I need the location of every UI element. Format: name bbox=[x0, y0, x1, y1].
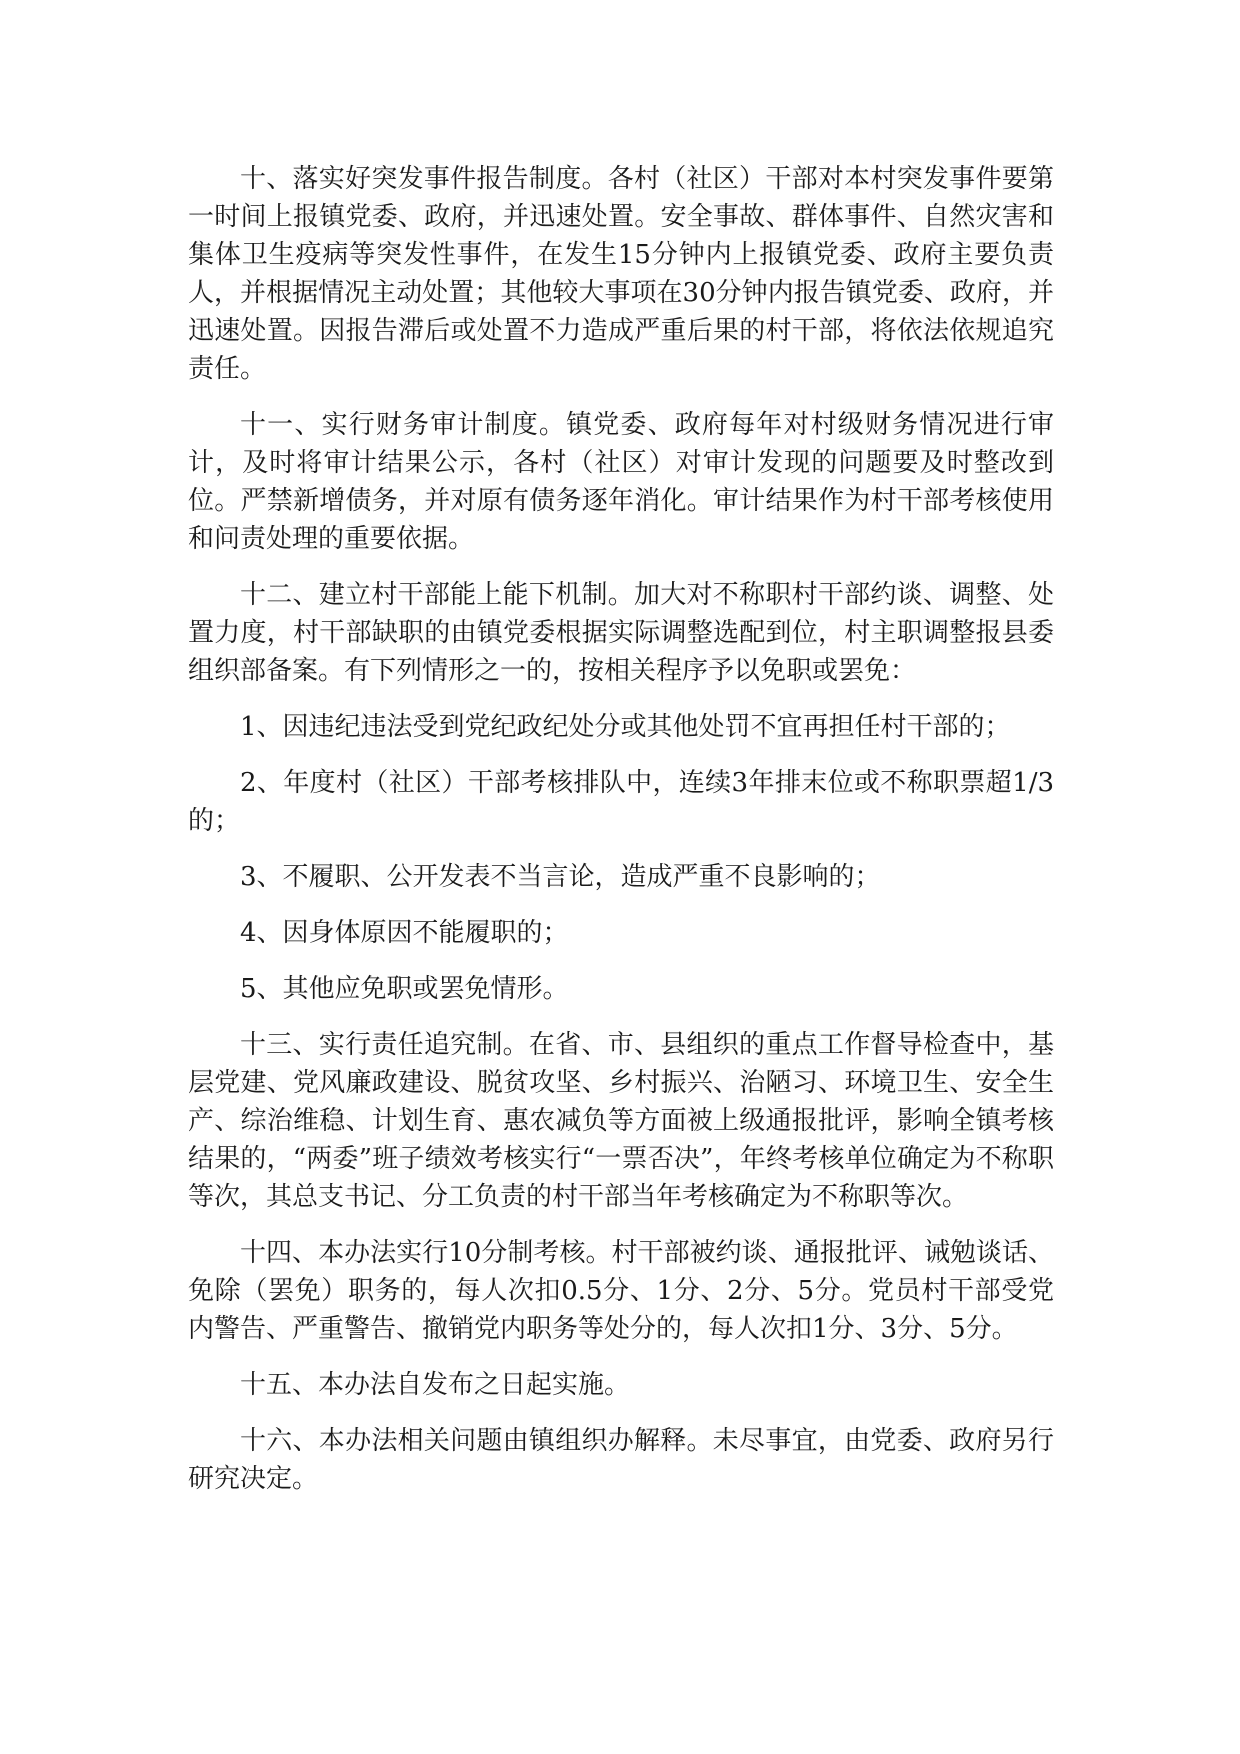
list-item: 3、不履职、公开发表不当言论，造成严重不良影响的； bbox=[240, 862, 881, 892]
paragraph-thirteen: 十三、实行责任追究制。在省、市、县组织的重点工作督导检查中，基层党建、党风廉政建设、脱贫攻坚、乡村振兴、治陋习、环境卫生、安全生产、综治维稳、计划生育、惠农减负等方面被上级通报批评，影响全镇考核结果的，“两委”班子绩效考核实行“一票否决”，年终考核单位确定为不称职等次，其总支书记、分工负责的村干部当年考核确定为不称职等次。 bbox=[188, 1030, 1054, 1212]
paragraph-fourteen: 十四、本办法实行10分制考核。村干部被约谈、通报批评、诫勉谈话、免除（罢免）职务的，每人次扣0.5分、1分、2分、5分。党员村干部受党内警告、严重警告、撤销党内职务等处分的，每人次扣1分、3分、5分。 bbox=[188, 1238, 1054, 1344]
paragraph-ten: 十、落实好突发事件报告制度。各村（社区）干部对本村突发事件要第一时间上报镇党委、政府，并迅速处置。安全事故、群体事件、自然灾害和集体卫生疫病等突发性事件，在发生15分钟内上报镇党委、政府主要负责人，并根据情况主动处置；其他较大事项在30分钟内报告镇党委、政府，并迅速处置。因报告滞后或处置不力造成严重后果的村干部，将依法依规追究责任。 bbox=[188, 164, 1054, 384]
paragraph-eleven: 十一、实行财务审计制度。镇党委、政府每年对村级财务情况进行审计，及时将审计结果公示，各村（社区）对审计发现的问题要及时整改到位。严禁新增债务，并对原有债务逐年消化。审计结果作为村干部考核使用和问责处理的重要依据。 bbox=[188, 410, 1054, 554]
list-item: 1、因违纪违法受到党纪政纪处分或其他处罚不宜再担任村干部的； bbox=[240, 712, 1011, 742]
list-item: 5、其他应免职或罢免情形。 bbox=[240, 974, 569, 1004]
paragraph-twelve: 十二、建立村干部能上能下机制。加大对不称职村干部约谈、调整、处置力度，村干部缺职的由镇党委根据实际调整选配到位，村主职调整报县委组织部备案。有下列情形之一的，按相关程序予以免职或罢免： bbox=[188, 580, 1054, 686]
document-body bbox=[188, 160, 1054, 1516]
list-item: 2、年度村（社区）干部考核排队中，连续3年排末位或不称职票超1/3的； bbox=[188, 768, 1054, 836]
paragraph-fifteen: 十五、本办法自发布之日起实施。 bbox=[240, 1370, 631, 1400]
paragraph-sixteen: 十六、本办法相关问题由镇组织办解释。未尽事宜，由党委、政府另行研究决定。 bbox=[188, 1426, 1054, 1494]
list-item: 4、因身体原因不能履职的； bbox=[240, 918, 569, 948]
